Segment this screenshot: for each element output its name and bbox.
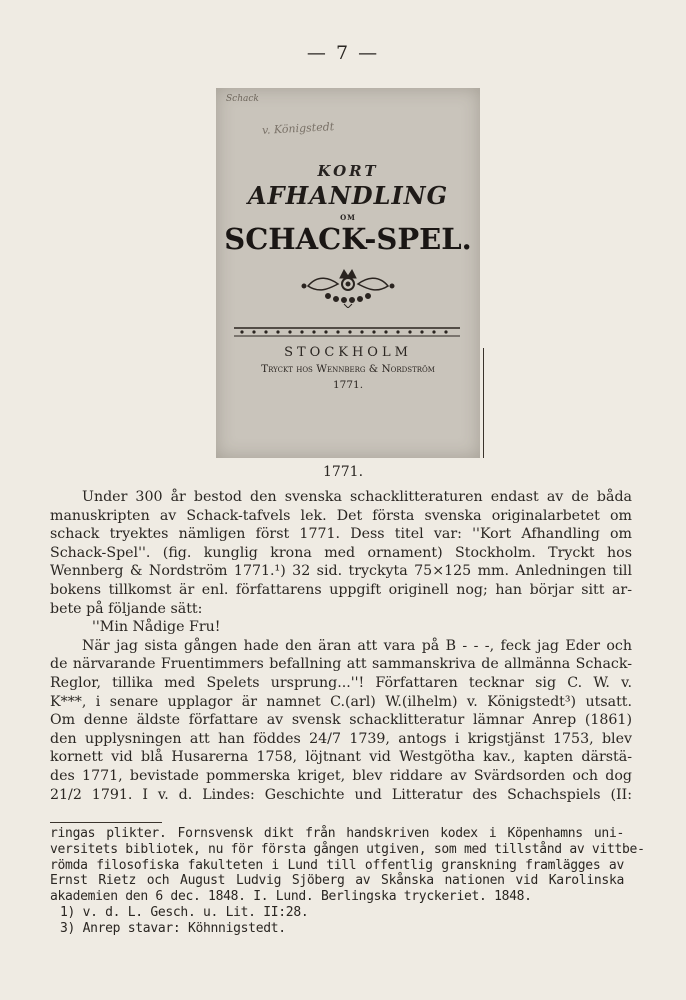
quote-line: kornett vid blå Husarerna 1758, löjtnant vid Westgötha kav., kapten därstä- [50, 749, 632, 766]
body-text [50, 488, 632, 804]
footnote-line: römda filosofiska fakulteten i Lund till offentlig granskning framlägges av [50, 857, 624, 873]
body-line: Schack-Spel''. (fig. kunglig krona med ornament) Stockholm. Tryckt hos [50, 544, 632, 561]
quote-line: des 1771, bevistade pommerska kriget, blev riddare av Svärdsorden och dog [50, 767, 632, 784]
quote-line: de närvarande Fruentimmers befallning att sammanskriva de allmänna Schack- [50, 656, 632, 673]
title-page-facsimile [216, 88, 480, 458]
footnote-line: akademien den 6 dec. 1848. I. Lund. Berlingska tryckeriet. 1848. [50, 889, 532, 905]
footnote-3: 3) Anrep stavar: Köhnnigstedt. [60, 920, 286, 936]
figure-caption: 1771. [322, 464, 364, 480]
body-line: manuskripten av Schack-tafvels lek. Det första svenska originalarbetet om [50, 507, 632, 524]
footnote-line: Ernst Rietz och August Ludvig Sjöberg av Skånska nationen vid Karolinska [50, 873, 624, 889]
body-line: bokens tillkomst är enl. författarens uppgift originell nog; han börjar sitt ar- [50, 581, 632, 598]
quote-line: När jag sista gången hade den äran att vara på B - - -, feck jag Eder och [82, 637, 632, 654]
facsimile-imprint-printer: Tryckt hos Wennberg & Nordström [261, 363, 435, 375]
quote-line: Om denne äldste författare av svensk schacklitteratur lämnar Anrep (1861) [50, 712, 632, 729]
facsimile-title-om: OM [340, 213, 356, 222]
crown-ornament-icon [288, 264, 408, 308]
footnote-line: versitets bibliotek, nu för första gången utgiven, som med tillstånd av vittbe- [50, 841, 645, 857]
facsimile-title-afhandling: AFHANDLING [247, 181, 449, 210]
quote-line: den upplysningen att han föddes 24/7 1739, antogs i krigstjänst 1753, blev [50, 730, 632, 747]
footnote-divider [50, 822, 162, 823]
facsimile-title-schack-spel: SCHACK-SPEL. [224, 222, 472, 256]
quote-line: 21/2 1791. I v. d. Lindes: Geschichte und Litteratur des Schachspiels (II: [50, 786, 632, 803]
facsimile-imprint-year: 1771. [332, 379, 364, 391]
salutation: ''Min Nådige Fru! [92, 619, 221, 636]
decorative-rule [234, 326, 460, 338]
body-line: bete på följande sätt: [50, 600, 203, 617]
plate-edge-line [483, 348, 484, 458]
handwritten-note: Schack [226, 94, 259, 104]
quote-line: Reglor, tillika med Spelets ursprung...''! Författaren tecknar sig C. W. v. [50, 674, 632, 691]
facsimile-imprint-city: STOCKHOLM [284, 345, 412, 360]
body-line: Under 300 år bestod den svenska schacklitteraturen endast av de båda [82, 489, 632, 505]
quote-line: K***, i senare upplagor är namnet C.(arl) W.(ilhelm) v. Königstedt³) utsatt. [50, 693, 632, 710]
footnotes [50, 826, 645, 937]
facsimile-title-kort: KORT [317, 162, 379, 180]
body-line: schack tryektes nämligen först 1771. Dess titel var: ''Kort Afhandling om [50, 526, 632, 543]
page-number: — 7 — [306, 42, 380, 64]
body-line: Wennberg & Nordström 1771.¹) 32 sid. tryckyta 75×125 mm. Anledningen till [50, 563, 632, 580]
footnote-1: 1) v. d. L. Gesch. u. Lit. II:28. [60, 904, 309, 920]
handwritten-signature: v. Königstedt [261, 120, 335, 137]
footnote-line: ringas plikter. Fornsvensk dikt från handskriven kodex i Köpenhamns uni- [50, 826, 624, 841]
